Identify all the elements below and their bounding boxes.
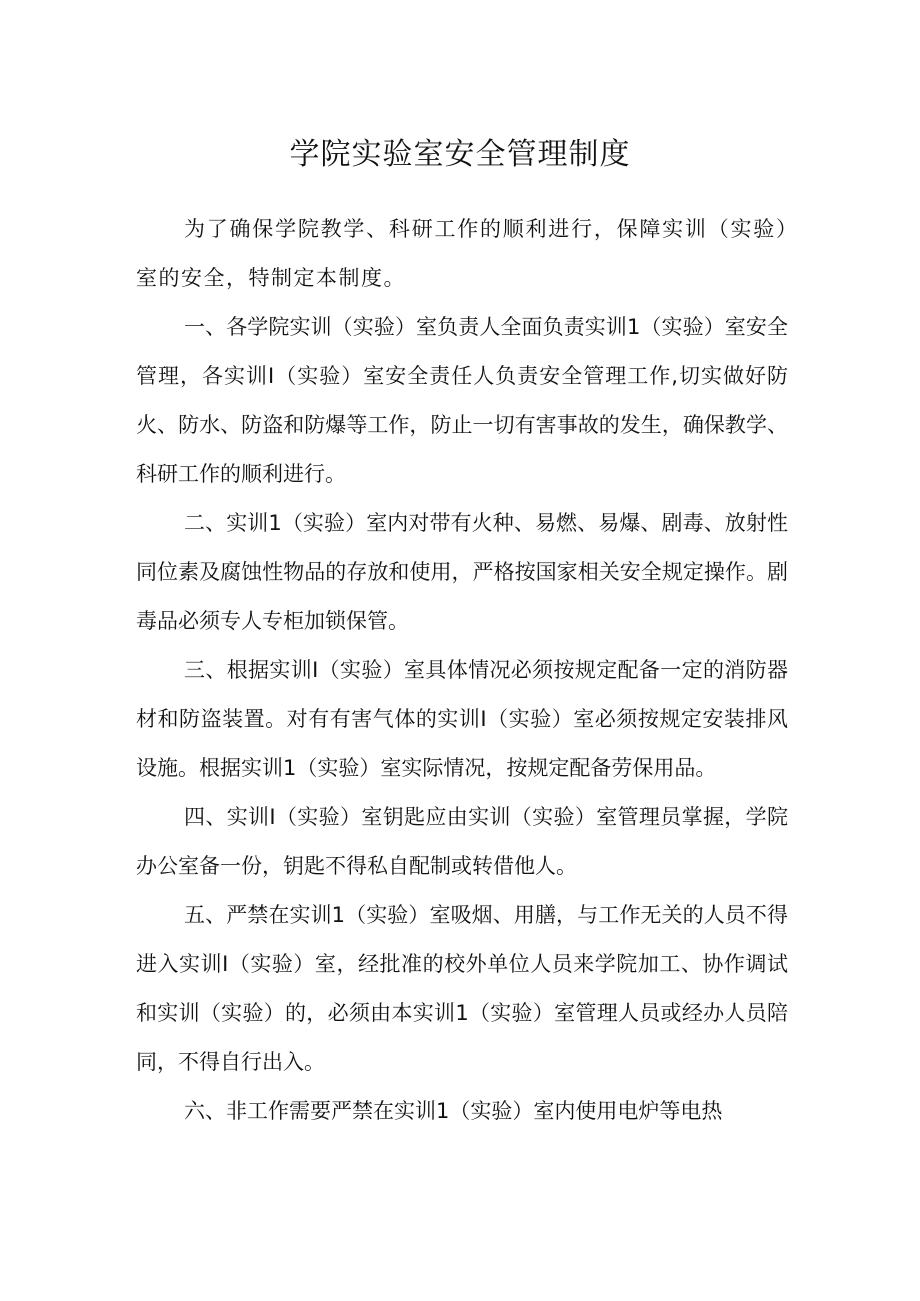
section-4-paragraph: 四、实训I（实验）室钥匙应由实训（实验）室管理员掌握，学院办公室备一份，钥匙不得私自配制或转借他人。	[136, 805, 788, 878]
intro-paragraph: 为了确保学院教学、科研工作的顺利进行，保障实训（实验）室的安全，特制定本制度。	[136, 217, 788, 290]
document-title: 学院实验室安全管理制度	[289, 137, 631, 172]
section-6-paragraph: 六、非工作需要严禁在实训1（实验）室内使用电炉等电热	[184, 1099, 723, 1123]
section-5-paragraph: 五、严禁在实训1（实验）室吸烟、用膳，与工作无关的人员不得进入实训I（实验）室，经批准的校外单位人员来学院加工、协作调试和实训（实验）的，必须由本实训1（实验）室管理人员或经办人员陪同，不得自行出入。	[136, 903, 788, 1074]
section-2-paragraph: 二、实训1（实验）室内对带有火种、易燃、易爆、剧毒、放射性同位素及腐蚀性物品的存放和使用，严格按国家相关安全规定操作。剧毒品必须专人专柜加锁保管。	[136, 511, 788, 633]
section-3-paragraph: 三、根据实训I（实验）室具体情况必须按规定配备一定的消防器材和防盗装置。对有有害气体的实训I（实验）室必须按规定安装排风设施。根据实训1（实验）室实际情况，按规定配备劳保用品。	[136, 658, 788, 780]
document-body	[136, 205, 788, 1136]
section-1-paragraph: 一、各学院实训（实验）室负责人全面负责实训1（实验）室安全管理，各实训I（实验）室安全责任人负责安全管理工作,切实做好防火、防水、防盗和防爆等工作，防止一切有害事故的发生，确保教学、科研工作的顺利进行。	[136, 315, 788, 486]
